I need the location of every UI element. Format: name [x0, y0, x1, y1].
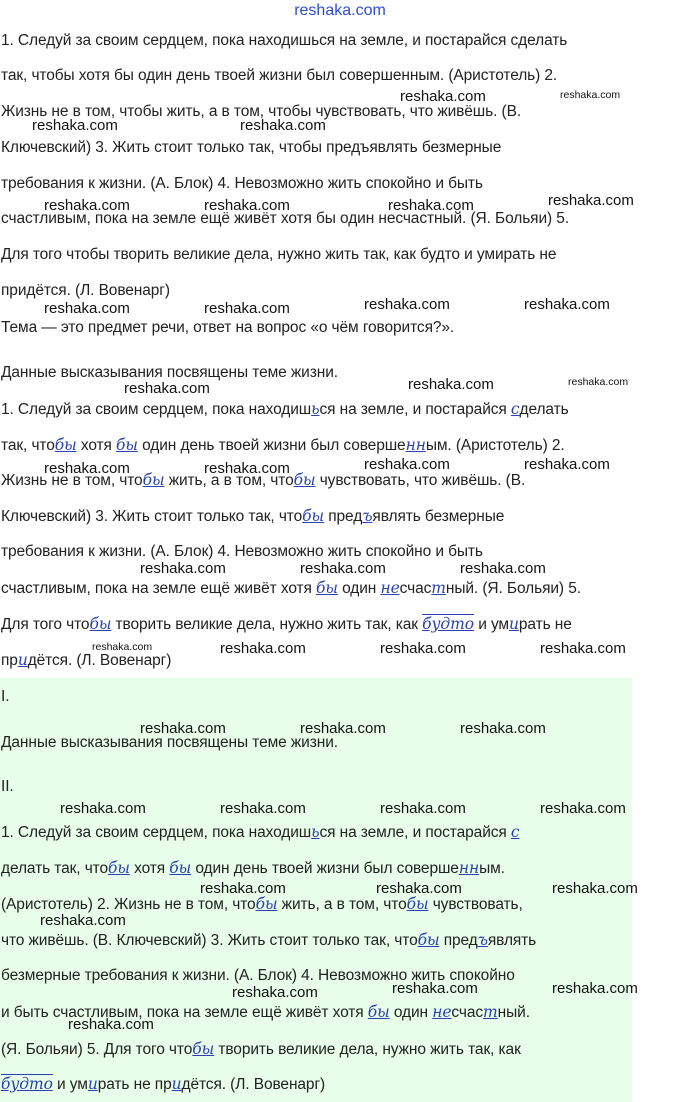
- solution-line-8: [1, 1075, 325, 1094]
- watermark: reshaka.com: [300, 560, 386, 577]
- orthogram-mark: ь: [311, 823, 320, 841]
- text-segment: ный.: [497, 1004, 530, 1021]
- text-segment: ым.: [479, 860, 505, 877]
- quote-line-7: Для того чтобы творить великие дела, нужно жить так, как будто и умирать не: [1, 246, 557, 263]
- annotated-line-8: [1, 651, 171, 670]
- orthogram-mark: с: [510, 400, 520, 418]
- solution-line-7: [1, 1040, 521, 1059]
- text-segment: что живёшь. (В. Ключевский) 3. Жить стоит только так, что: [1, 932, 418, 949]
- solution-line-4: [1, 931, 536, 950]
- watermark: reshaka.com: [540, 640, 626, 657]
- watermark: reshaka.com: [32, 117, 118, 134]
- watermark: reshaka.com: [204, 300, 290, 317]
- orthogram-mark: не: [380, 579, 400, 597]
- text-segment: (Я. Больяи) 5. Для того что: [1, 1041, 193, 1058]
- text-segment: являть безмерные: [372, 508, 505, 525]
- watermark: reshaka.com: [552, 980, 638, 997]
- watermark: reshaka.com: [140, 720, 226, 737]
- text-segment: жить, а в том, что: [164, 472, 294, 489]
- watermark: reshaka.com: [200, 880, 286, 897]
- quote-line-4: Ключевский) 3. Жить стоит только так, чтобы предъявлять безмерные: [1, 139, 502, 156]
- orthogram-mark: ъ: [477, 931, 488, 949]
- text-segment: рать не: [518, 616, 572, 633]
- watermark: reshaka.com: [44, 300, 130, 317]
- watermark: reshaka.com: [540, 800, 626, 817]
- orthogram-mark: бы: [302, 507, 325, 525]
- orthogram-mark: бы: [54, 436, 77, 454]
- watermark: reshaka.com: [524, 456, 610, 473]
- orthogram-mark: бы: [192, 1040, 215, 1058]
- watermark: reshaka.com: [460, 560, 546, 577]
- orthogram-mark: будто: [1, 1075, 53, 1093]
- orthogram-mark: бы: [406, 895, 429, 913]
- text-segment: Ключевский) 3. Жить стоит только так, что: [1, 508, 303, 525]
- text-segment: творить великие дела, нужно жить так, как: [111, 616, 423, 633]
- orthogram-mark: нн: [405, 436, 426, 454]
- solution-part1-label: I.: [1, 688, 10, 705]
- watermark: reshaka.com: [392, 980, 478, 997]
- text-segment: пред: [439, 932, 478, 949]
- watermark: reshaka.com: [560, 89, 621, 101]
- orthogram-mark: бы: [108, 859, 130, 877]
- orthogram-mark: т: [483, 1003, 498, 1021]
- watermark: reshaka.com: [240, 117, 326, 134]
- text-segment: Жизнь не в том, что: [1, 472, 143, 489]
- solution-line-2: [1, 859, 505, 878]
- watermark: reshaka.com: [124, 380, 210, 397]
- solution-part2-label: II.: [1, 778, 14, 795]
- orthogram-mark: бы: [367, 1003, 390, 1021]
- text-segment: чувствовать, что живёшь. (В.: [315, 472, 526, 489]
- watermark: reshaka.com: [220, 640, 306, 657]
- text-segment: счастливым, пока на земле ещё живёт хотя: [1, 580, 316, 597]
- text-segment: пр: [1, 652, 18, 669]
- quote-line-3: Жизнь не в том, чтобы жить, а в том, чтобы чувствовать, что живёшь. (В.: [1, 103, 522, 120]
- text-segment: один: [337, 580, 381, 597]
- orthogram-mark: бы: [169, 859, 192, 877]
- text-segment: и: [52, 1076, 70, 1093]
- watermark: reshaka.com: [568, 376, 629, 388]
- orthogram-mark: нн: [458, 859, 480, 877]
- watermark: reshaka.com: [204, 197, 290, 214]
- text-segment: (Аристотель) 2. Жизнь не в том, что: [1, 896, 256, 913]
- text-segment: хотя: [129, 860, 170, 877]
- orthogram-mark: бы: [116, 436, 138, 454]
- watermark: reshaka.com: [548, 192, 634, 209]
- text-segment: чувствовать,: [428, 896, 523, 913]
- orthogram-mark: бы: [417, 931, 440, 949]
- watermark: reshaka.com: [204, 460, 290, 477]
- text-segment: дётся. (Л. Вовенарг): [27, 652, 172, 669]
- orthogram-mark: и: [509, 615, 519, 633]
- orthogram-mark: бы: [142, 471, 165, 489]
- text-segment: счас: [451, 1004, 484, 1021]
- watermark: reshaka.com: [44, 460, 130, 477]
- text-segment: счас: [399, 580, 432, 597]
- text-segment: 1. Следуй за своим сердцем, пока находиш: [1, 401, 312, 418]
- solution-part1-text: Данные высказывания посвящены теме жизни.: [1, 734, 338, 751]
- orthogram-mark: и: [17, 651, 28, 669]
- theme-definition: Тема — это предмет речи, ответ на вопрос «о чём говорится?».: [1, 319, 455, 336]
- topic-statement: Данные высказывания посвящены теме жизни.: [1, 364, 338, 381]
- solution-line-1: [1, 823, 520, 842]
- orthogram-mark: и: [171, 1075, 182, 1093]
- orthogram-mark: с: [510, 823, 520, 841]
- site-domain-link[interactable]: reshaka.com: [294, 2, 386, 19]
- orthogram-mark: не: [432, 1003, 452, 1021]
- text-segment: рать не пр: [97, 1076, 172, 1093]
- watermark: reshaka.com: [140, 560, 226, 577]
- text-segment: творить великие дела, нужно жить так, как: [214, 1041, 521, 1058]
- text-segment: так, что: [1, 437, 55, 454]
- text-segment: являть: [487, 932, 537, 949]
- annotated-line-1: [1, 400, 569, 419]
- text-segment: делать: [519, 401, 569, 418]
- text-segment: ым. (Аристотель) 2.: [425, 437, 565, 454]
- orthogram-mark: бы: [89, 615, 112, 633]
- orthogram-mark: бы: [293, 471, 316, 489]
- annotated-line-5: [1, 543, 483, 561]
- text-segment: ся на земле, и постарайся: [319, 401, 511, 418]
- text-segment: ный. (Я. Больяи) 5.: [445, 580, 581, 597]
- watermark: reshaka.com: [68, 1016, 154, 1033]
- quote-line-2: так, чтобы хотя бы один день твоей жизни был совершенным. (Аристотель) 2.: [1, 67, 558, 84]
- watermark: reshaka.com: [460, 720, 546, 737]
- watermark: reshaka.com: [524, 296, 610, 313]
- text-segment: Для того что: [1, 616, 90, 633]
- orthogram-mark: и: [87, 1075, 98, 1093]
- orthogram-mark: ь: [311, 400, 320, 418]
- text-segment: дётся. (Л. Вовенарг): [181, 1076, 326, 1093]
- quote-line-6: счастливым, пока на земле ещё живёт хотя бы один несчастный. (Я. Больяи) 5.: [1, 210, 570, 227]
- watermark: reshaka.com: [92, 641, 153, 653]
- text-segment: требования к жизни. (А. Блок) 4. Невозможно жить спокойно и быть: [1, 543, 483, 560]
- quote-line-8: придётся. (Л. Вовенарг): [1, 282, 170, 299]
- annotated-line-2: [1, 436, 565, 455]
- orthogram-mark: будто: [422, 615, 474, 633]
- annotated-line-4: [1, 507, 504, 526]
- text-segment: один день твоей жизни был соверше: [137, 437, 406, 454]
- orthogram-mark: бы: [255, 895, 278, 913]
- text-segment: один: [389, 1004, 433, 1021]
- watermark: reshaka.com: [388, 197, 474, 214]
- text-segment: жить, а в том, что: [277, 896, 407, 913]
- annotated-line-6: [1, 579, 581, 598]
- quote-line-5: требования к жизни. (А. Блок) 4. Невозможно жить спокойно и быть: [1, 175, 483, 192]
- watermark: reshaka.com: [380, 800, 466, 817]
- text-segment: и быть счастливым, пока на земле ещё живёт хотя: [1, 1004, 368, 1021]
- orthogram-mark: бы: [316, 579, 338, 597]
- watermark: reshaka.com: [364, 296, 450, 313]
- orthogram-mark: ъ: [362, 507, 373, 525]
- quote-line-1: 1. Следуй за своим сердцем, пока находишься на земле, и постарайся сделать: [1, 32, 568, 49]
- text-segment: 1. Следуй за своим сердцем, пока находиш: [1, 824, 312, 841]
- watermark: reshaka.com: [380, 640, 466, 657]
- watermark: reshaka.com: [552, 880, 638, 897]
- watermark: reshaka.com: [40, 912, 126, 929]
- text-segment: пред: [324, 508, 363, 525]
- watermark: reshaka.com: [400, 88, 486, 105]
- text-segment: безмерные требования к жизни. (А. Блок) 4. Невозможно жить спокойно: [1, 967, 515, 984]
- watermark: reshaka.com: [232, 984, 318, 1001]
- watermark: reshaka.com: [220, 800, 306, 817]
- watermark: reshaka.com: [60, 800, 146, 817]
- annotated-line-7: [1, 615, 572, 634]
- orthogram-mark: т: [431, 579, 446, 597]
- watermark: reshaka.com: [408, 376, 494, 393]
- text-segment: ся на земле, и постарайся: [319, 824, 511, 841]
- text-segment: делать так, что: [1, 860, 109, 877]
- text-segment: один день твоей жизни был соверше: [191, 860, 459, 877]
- watermark: reshaka.com: [300, 720, 386, 737]
- watermark: reshaka.com: [364, 456, 450, 473]
- text-segment: хотя: [76, 437, 117, 454]
- watermark: reshaka.com: [376, 880, 462, 897]
- watermark: reshaka.com: [44, 197, 130, 214]
- text-segment: ум: [69, 1076, 88, 1093]
- text-segment: и ум: [473, 616, 509, 633]
